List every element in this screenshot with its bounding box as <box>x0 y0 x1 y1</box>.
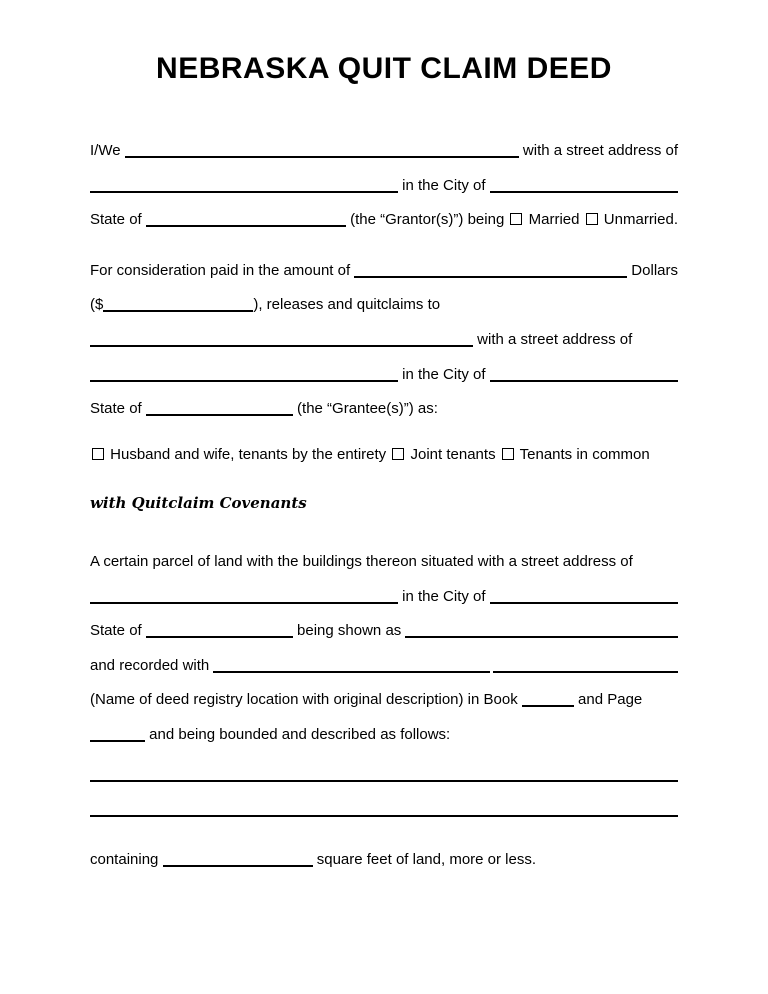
covenant-note: with Quitclaim Covenants <box>90 494 307 513</box>
grantee-city-blank[interactable] <box>490 380 678 382</box>
consideration-paragraph <box>90 254 678 427</box>
description-line-2 <box>90 791 678 826</box>
consideration-line-2 <box>90 288 678 323</box>
grantor-parenthetical-label: (the “Grantor(s)”) being <box>345 211 509 229</box>
grantee-state-label: State of <box>90 400 146 418</box>
grantee-line-2 <box>90 358 678 393</box>
property-line-4 <box>90 649 678 684</box>
property-line-6 <box>90 718 678 753</box>
registry-name-blank[interactable] <box>213 671 490 673</box>
grantor-line-2 <box>90 169 678 204</box>
registry-description-label: (Name of deed registry location with original description) in Book <box>90 691 522 709</box>
tenancy-line <box>90 438 678 473</box>
shown-as-blank[interactable] <box>405 636 678 638</box>
property-state-blank[interactable] <box>146 636 293 638</box>
married-label: Married <box>524 211 584 229</box>
containing-section <box>90 843 678 878</box>
grantor-line-3 <box>90 203 678 238</box>
unmarried-checkbox[interactable] <box>586 213 598 225</box>
grantee-name-blank[interactable] <box>90 345 473 347</box>
page-number-blank[interactable] <box>90 740 145 742</box>
unmarried-label: Unmarried. <box>599 211 678 229</box>
tenancy-options <box>90 438 678 473</box>
grantor-city-blank[interactable] <box>490 191 678 193</box>
grantor-state-label: State of <box>90 211 146 229</box>
releases-quitclaims-label: ), releases and quitclaims to <box>253 296 441 314</box>
recorded-with-label: and recorded with <box>90 656 214 674</box>
grantor-state-blank[interactable] <box>146 225 346 227</box>
grantor-name-blank[interactable] <box>125 156 519 158</box>
grantor-intro-label: I/We <box>90 142 125 159</box>
grantee-street-address-blank[interactable] <box>90 380 398 382</box>
square-feet-blank[interactable] <box>163 865 313 867</box>
registry-name-blank-2[interactable] <box>493 671 678 673</box>
covenant-line <box>90 486 678 521</box>
grantor-line-1 <box>90 134 678 169</box>
grantee-state-blank[interactable] <box>146 414 293 416</box>
husband-wife-checkbox[interactable] <box>92 448 104 460</box>
property-state-label: State of <box>90 622 146 640</box>
property-street-address-blank[interactable] <box>90 602 398 604</box>
grantee-line-1 <box>90 323 678 358</box>
bounded-described-label: and being bounded and described as follows: <box>145 725 451 743</box>
square-feet-label: square feet of land, more or less. <box>312 850 537 868</box>
grantor-street-address-label: with a street address of <box>518 142 678 159</box>
covenant-section <box>90 486 678 521</box>
shown-as-label: being shown as <box>292 622 406 640</box>
amount-numeric-open-label: ($ <box>90 296 104 314</box>
grantee-line-3 <box>90 392 678 427</box>
property-paragraph <box>90 545 678 753</box>
consideration-amount-numeric-blank[interactable] <box>103 310 253 312</box>
page-title: NEBRASKA QUIT CLAIM DEED <box>156 52 612 85</box>
consideration-line-1 <box>90 254 678 289</box>
book-number-blank[interactable] <box>522 705 574 707</box>
tenants-in-common-checkbox[interactable] <box>502 448 514 460</box>
grantor-street-address-blank[interactable] <box>90 191 398 193</box>
containing-line <box>90 843 678 878</box>
legal-description-lines <box>90 757 678 826</box>
husband-wife-label: Husband and wife, tenants by the entirety <box>106 445 391 463</box>
grantee-street-address-label: with a street address of <box>473 330 633 348</box>
consideration-amount-words-blank[interactable] <box>354 276 627 278</box>
grantee-city-label: in the City of <box>398 365 490 383</box>
property-city-label: in the City of <box>398 587 490 605</box>
consideration-amount-label: For consideration paid in the amount of <box>90 261 355 279</box>
grantor-paragraph <box>90 134 678 238</box>
property-line-2 <box>90 580 678 615</box>
property-line-5 <box>90 683 678 718</box>
grantee-parenthetical-label: (the “Grantee(s)”) as: <box>292 400 438 418</box>
property-line-3 <box>90 614 678 649</box>
property-city-blank[interactable] <box>490 602 678 604</box>
married-checkbox[interactable] <box>510 213 522 225</box>
joint-tenants-label: Joint tenants <box>406 445 500 463</box>
joint-tenants-checkbox[interactable] <box>392 448 404 460</box>
description-blank-2[interactable] <box>90 815 678 817</box>
dollars-label: Dollars <box>627 261 678 279</box>
grantor-city-label: in the City of <box>398 176 490 194</box>
description-line-1 <box>90 757 678 792</box>
property-intro-label: A certain parcel of land with the buildings thereon situated with a street address of <box>90 552 633 570</box>
tenants-in-common-label: Tenants in common <box>515 445 650 463</box>
and-page-label: and Page <box>573 691 643 709</box>
description-blank-1[interactable] <box>90 780 678 782</box>
property-line-1 <box>90 545 678 580</box>
containing-label: containing <box>90 850 163 868</box>
